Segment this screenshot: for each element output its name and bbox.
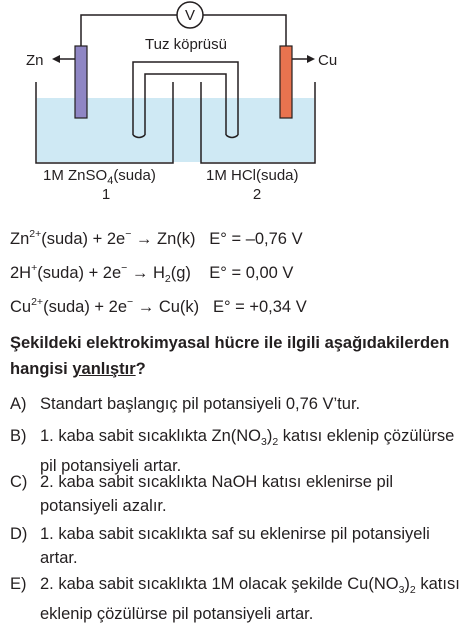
option-e[interactable]	[10, 572, 465, 626]
cu-label: Cu	[318, 52, 338, 69]
half-reaction-hydrogen: 2H+(suda) + $2e^- \to H_2(g)$ E° = 0,00 V	[10, 262, 294, 285]
option-letter: D)	[10, 525, 28, 543]
option-letter: A)	[10, 395, 27, 413]
copper-electrode	[280, 46, 292, 118]
option-c[interactable]	[10, 470, 465, 518]
option-text: 1. kaba sabit sıcaklıkta $Zn(NO_3)_2$ katısı eklenip çözülürse pil potansiyeli artar.	[40, 427, 455, 475]
salt-bridge-label: Tuz köprüsü	[145, 36, 227, 53]
beaker-2-solution-label: 1M HCl(suda)	[206, 167, 299, 184]
half-reaction-copper: $Cu^{2+}(suda) + 2e^- \to Cu(k)$ E° = +0,34 V	[10, 296, 307, 316]
negative-keyword: yanlıştır	[72, 360, 136, 378]
cu-arrow	[292, 55, 315, 63]
option-text: Standart başlangıç pil potansiyeli 0,76 V’tur.	[40, 395, 361, 413]
zinc-electrode	[75, 46, 87, 118]
voltmeter-label: V	[184, 7, 196, 24]
solution-beaker-1	[37, 98, 211, 162]
hydrogen-potential: E° = 0,00 V	[209, 264, 294, 282]
option-text: 1. kaba sabit sıcaklıkta saf su eklenirse pil potansiyeli artar.	[40, 525, 430, 567]
option-text: 2. kaba sabit sıcaklıkta NaOH katısı eklenirse pil potansiyeli azalır.	[40, 473, 394, 515]
option-letter: C)	[10, 473, 28, 491]
copper-potential: E° = +0,34 V	[212, 298, 307, 316]
option-letter: E)	[10, 575, 27, 593]
beaker-1-number: 1	[101, 186, 111, 203]
option-letter: B)	[10, 427, 27, 445]
option-d[interactable]	[10, 522, 465, 570]
beaker-1-solution-label: 1M ZnSO$_4$(suda)	[43, 167, 156, 187]
zn-arrow	[52, 55, 75, 63]
electrochemical-cell-diagram	[0, 0, 474, 215]
option-a[interactable]	[10, 392, 465, 416]
option-text: 2. kaba sabit sıcaklıkta 1M olacak şekilde $Cu(NO_3)_2$ katısı eklenip çözülürse pil potansiyeli artar.	[40, 575, 460, 623]
zinc-potential: E° = –0,76 V	[209, 230, 303, 248]
zn-label: Zn	[26, 52, 44, 69]
beaker-2-number: 2	[252, 186, 262, 203]
half-reaction-zinc: $Zn^{2+}(suda) + 2e^- \to Zn(k)$ E° = –0,76 V	[10, 228, 303, 248]
question-stem: Şekildeki elektrokimyasal hücre ile ilgili aşağıdakilerden hangisi yanlıştır?	[10, 334, 450, 378]
